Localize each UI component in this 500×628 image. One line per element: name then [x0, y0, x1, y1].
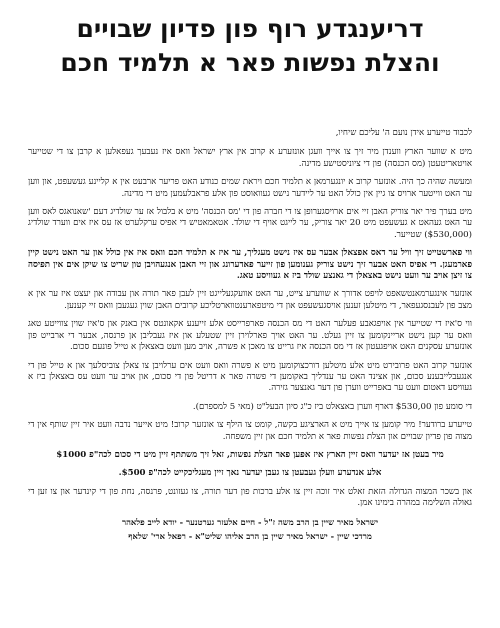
donation-request-1000: מיר בעטן אז יעדער וואס זיין הארץ איז אפען פאר הצלת נפשות, זאל זיך משתתף זיין מיט די סכום לכה"פ $1000 — [56, 449, 444, 460]
paragraph-4: ווי פארשטייט זיך וויל ער דאס אפצאלן אבער עס איז נישט מעגליך, ער איז א תלמיד חכם וואס איז אין כולל און ער האט נישט קיין פארמעגן. די אפיס האט אבער זיך נישט צוריק גענומען פון זייער פאדערונג און זיי האבן אנגעהויבן טון שריט צו שיקן אים אין תפיסה צו זיצן אויב ער וועט נישט באצאלן די גאנצע שולד ביז א געוויסע טאג. — [28, 248, 472, 282]
signature-line-2: מרדכי שיין - ישראל מאיר שיין בן הרב אליהו שליט"א - רפאל ארי' שלאף — [128, 530, 372, 541]
paragraph-3: מיט בערך פיר יאר צוריק האבן זיי אים ארויסגערופן צו די חברה פון די 'מס הכנסה' מיט א בלבול אז ער שולדיג דעם 'שאנואגס לאס ווען ער האט געהאט א געשעפט מיט 20 יאר צוריק, ער לייגט אויף די שולד. אטאמאטיש די אפיס ערקלערט אז עס איז אים ווערד שולדיג ($530,000) שטייער. — [28, 207, 473, 240]
signature-line-1: ישראל מאיר שיין בן הרב משה ז"ל - חיים אלעזר גערטנער - יודא לייב פלאהר — [121, 516, 379, 527]
payment-deadline: די סומע פון $530,00 דארף ווערן באצאלט ביז כ"ג סיון הבעל"ט (מאי 5 למספרם). — [192, 401, 472, 412]
blessing: און בשכר המצוה הגדולה הזאת זאלט איר זוכה זיין צו אלע ברכות פון דער תורה, צו געזונט, פרנסה, נחת פון די קינדער און צו זען די גאולה השלימה במהרה בימינו אמן. — [28, 486, 472, 509]
paragraph-7: אונזער קרוב האט פרובירט מיט אלע מיטלען דורכצוקומען מיט א פשרה וואס וועט אים ערלויבן צו צאלן צוביסלעך און א טייל פון די אנגעבלייבענע סכום, און אצינד האט ער ענדליך באקומען די פשרה פאר א דריטל פון די סכום, און אויב ער וועט עס באצאלן ביז א געוויסע דאטום וועט ער באפרייט ווערן פון דער גאנצער גזירה. — [28, 360, 473, 394]
paragraph-appeal: טייערע ברודער! מיר קומען צו אייך מיט א הארציגע בקשה, קומט צו הילף צו אונזער קרוב! מיט אייער נדבה וועט איר זיין שותף אין די מצוה פון פדיון שבויים און הצלת נפשות פאר א תלמיד חכם און זיין משפחה. — [28, 420, 472, 442]
donation-request-500: אלע אנדערע וועלן געבעטן צו געבן יעדער נאך זיין מעגליכקייט לכה"פ $500. — [118, 468, 382, 479]
letter-body — [28, 128, 472, 545]
paragraph-6: ווי ס'איז די שטייער אין אויפגאבע פעלער האט די מס הכנסה פארפרייסט אלע זייענע אקאונטס אין באנק און ס'איז שוין צווייטע טאג וואס ער קען נישט אריינקומען צו זיין געלט. ער האט אויך פארלוירן זיין שטעלע און איז געבליבן אן פרנסה, אבער די ארבייט פון אונזערע עסקנים האט אויפגעטון אז די מס הכנסה איז גרייט צו מאכן א פשרה, אויב מען וועט באצאלן א טייל פונעם סכום. — [28, 319, 472, 353]
paragraph-5: אונזער אינגערמאנטשאפט לויפט אדורך א שווערע צייט, ער האט אוועקגעלייגט זיין לעבן פאר תורה און עבודה און יעצט איז ער אין א מצב פון לעבנסגעפאר, די מיטלען זענען אויסגעשעפט און די מיטפארענטווארטליכע קרובים האבן שוין געגעבן וואס זיי קענען. — [28, 289, 472, 311]
paragraph-2: ומעשה שהיה כך היה. אונזער קרוב א יונגערמאן א תלמיד חכם ויראת שמים כנודע האט פריער ארבעט אין א קליינע געשעפט, און ווען ער האט ווייטער ארויס צו גיין אין כולל האט ער ליידער נישט געוואוסט פון אלע פראבלעמען מיט די מדינה. — [28, 177, 472, 199]
headline-line-2: והצלת נפשות פאר א תלמיד חכם — [60, 48, 440, 77]
headline-line-1: דריענגדע רוף פון פדיון שבויים — [76, 14, 424, 43]
paragraph-1: מיט א שווער הארץ ווענדן מיר זיך צו אייך וועגן אונזערע א קרוב אין ארץ ישראל וואס איז נעבעך געפאלען א קרבן צו די שטייער אויטאריטעטן (מס הכנסה) פון די ציוניסטישע מדינה. — [28, 147, 472, 169]
greeting: לכבוד טייערע אידן נועם ה' עליכם שיחיו, — [335, 128, 472, 138]
